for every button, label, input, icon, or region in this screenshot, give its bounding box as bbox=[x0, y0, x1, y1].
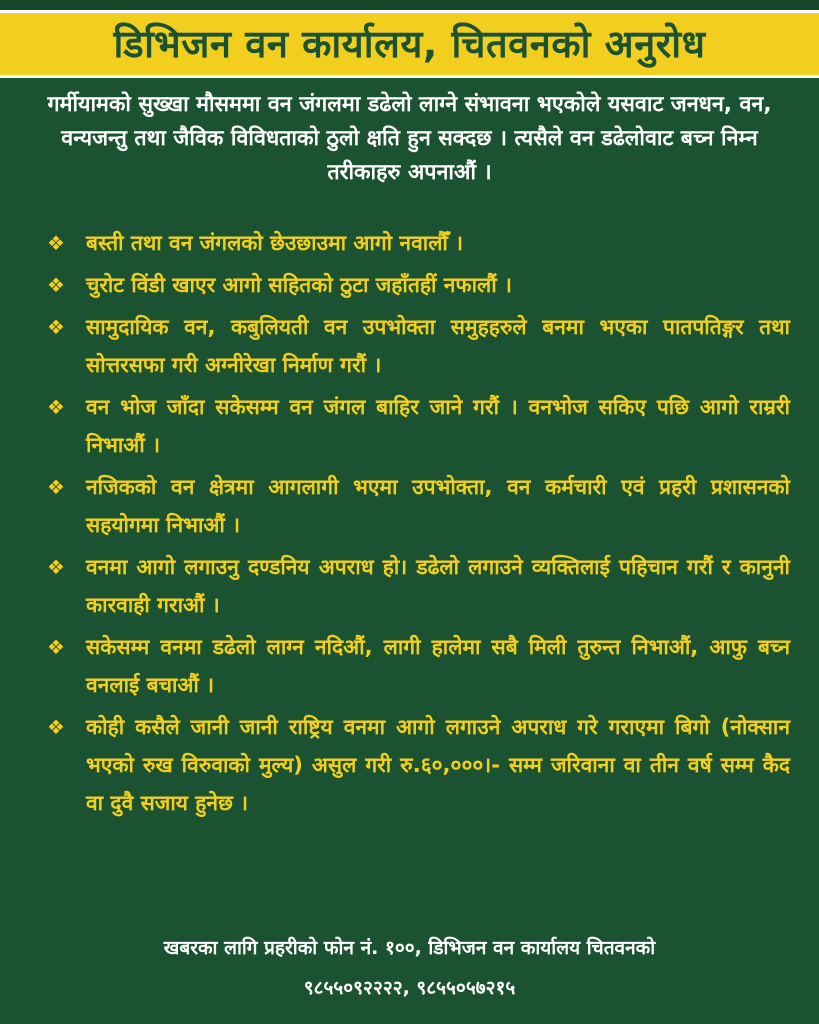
footer-phone-numbers: ९८५५०९२२२२, ९८५५०५७२१५ bbox=[303, 977, 516, 999]
diamond-bullet-icon: ❖ bbox=[47, 231, 65, 255]
intro-paragraph: गर्मीयामको सुख्खा मौसममा वन जंगलमा डढेलो लाग्ने संभावना भएकोले यसवाट जनधन, वन, वन्यजन्तु तथा जैविक विविधताको ठुलो क्षति हुन सक्दछ । त्यसैले वन डढेलोवाट बच्न निम्न तरीकाहरु अपनाऔं । bbox=[47, 92, 772, 185]
diamond-bullet-icon: ❖ bbox=[47, 395, 65, 419]
list-item-text: वन भोज जाँदा सकेसम्म वन जंगल बाहिर जाने गरौं । वनभोज सकिए पछि आगो राम्ररी निभाऔं । bbox=[86, 395, 790, 457]
list-item bbox=[30, 388, 790, 464]
list-item-text: सामुदायिक वन, कबुलियती वन उपभोक्ता समुहहरुले बनमा भएका पातपतिङ्गर तथा सोत्तरसफा गरी अग्नीरेखा निर्माण गरौं । bbox=[86, 315, 790, 377]
diamond-bullet-icon: ❖ bbox=[47, 635, 65, 659]
list-item bbox=[30, 468, 790, 544]
diamond-bullet-icon: ❖ bbox=[47, 715, 65, 739]
list-item-text: बस्ती तथा वन जंगलको छेउछाउमा आगो नवालौँ । bbox=[86, 231, 464, 255]
diamond-bullet-icon: ❖ bbox=[47, 475, 65, 499]
list-item bbox=[30, 266, 790, 304]
list-item-text: कोही कसैले जानी जानी राष्ट्रिय वनमा आगो लगाउने अपराध गरे गराएमा बिगो (नोक्सान भएको रुख विरुवाको मुल्य) असुल गरी रु.६०,०००।- सम्म जरिवाना वा तीन वर्ष सम्म कैद वा दुवै सजाय हुनेछ । bbox=[86, 715, 790, 815]
footer-line-1: खबरका लागि प्रहरीको फोन नं. १००, डिभिजन वन कार्यालय चितवनको bbox=[163, 937, 656, 959]
list-item-text: नजिकको वन क्षेत्रमा आगलागी भएमा उपभोक्ता, वन कर्मचारी एवं प्रहरी प्रशासनको सहयोगमा निभाऔं । bbox=[86, 475, 790, 537]
top-strip bbox=[0, 0, 819, 10]
list-item-text: चुरोट विंडी खाएर आगो सहितको ठुटा जहाँतहीं नफालौं । bbox=[86, 273, 512, 297]
title-band bbox=[0, 10, 819, 78]
diamond-bullet-icon: ❖ bbox=[47, 315, 65, 339]
diamond-bullet-icon: ❖ bbox=[47, 555, 65, 579]
list-item bbox=[30, 628, 790, 704]
list-item bbox=[30, 308, 790, 384]
footer-contact bbox=[20, 928, 799, 1008]
list-item bbox=[30, 708, 790, 822]
bullet-list bbox=[30, 224, 790, 826]
diamond-bullet-icon: ❖ bbox=[47, 273, 65, 297]
list-item bbox=[30, 548, 790, 624]
list-item bbox=[30, 224, 790, 262]
list-item-text: सकेसम्म वनमा डढेलो लाग्न नदिऔं, लागी हालेमा सबै मिली तुरुन्त निभाऔं, आफु बच्न वनलाई बचाऔं । bbox=[86, 635, 790, 697]
page-title: डिभिजन वन कार्यालय, चितवनको अनुरोध bbox=[113, 22, 706, 66]
list-item-text: वनमा आगो लगाउनु दण्डनिय अपराध हो। डढेलो लगाउने व्यक्तिलाई पहिचान गरौं र कानुनी कारवाही गराऔं । bbox=[86, 555, 790, 617]
